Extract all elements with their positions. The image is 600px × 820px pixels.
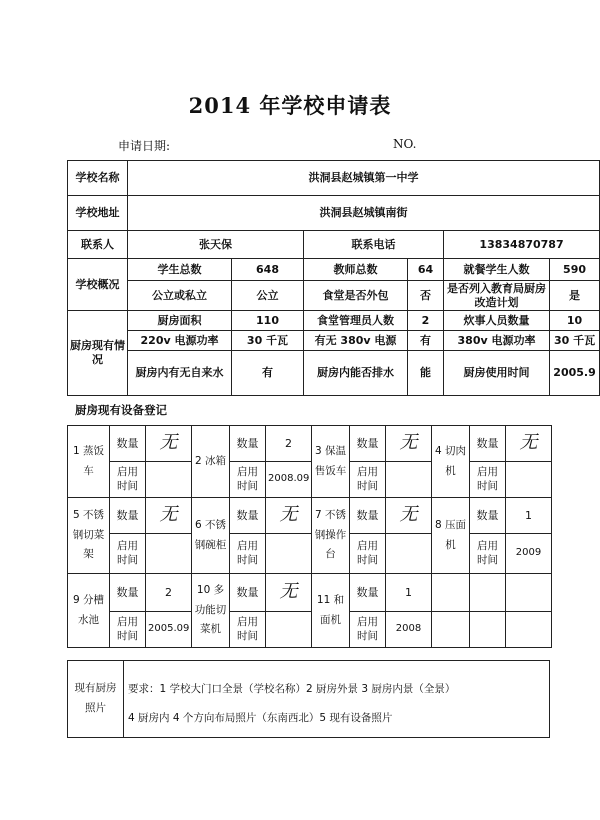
managers-label: 食堂管理员人数	[304, 311, 408, 331]
quantity-label: 数量	[350, 498, 386, 534]
equipment-name: 10 多功能切菜机	[192, 574, 230, 648]
quantity-value: 无	[146, 426, 192, 462]
school-info-table	[67, 160, 600, 396]
renovation-plan-value: 是	[550, 281, 600, 311]
photos-label: 现有厨房照片	[68, 661, 124, 738]
school-address-label: 学校地址	[68, 196, 128, 231]
start-time-label: 启用时间	[110, 462, 146, 498]
water-value: 有	[232, 351, 304, 396]
quantity-value: 2	[146, 574, 192, 612]
school-name-value: 洪洞县赵城镇第一中学	[128, 161, 600, 196]
has380-value: 有	[408, 331, 444, 351]
start-time-value	[266, 612, 312, 648]
photos-requirements	[124, 661, 550, 738]
quantity-value: 无	[386, 498, 432, 534]
students-value: 648	[232, 259, 304, 281]
application-date-label: 申请日期:	[118, 139, 171, 153]
start-time-value	[386, 534, 432, 574]
quantity-value: 2	[266, 426, 312, 462]
power220-value: 30 千瓦	[232, 331, 304, 351]
kitchen-status-label: 厨房现有情况	[68, 311, 128, 396]
students-label: 学生总数	[128, 259, 232, 281]
quantity-label: 数量	[230, 498, 266, 534]
kitchen-area-label: 厨房面积	[128, 311, 232, 331]
quantity-label: 数量	[230, 574, 266, 612]
kitchen-area-value: 110	[232, 311, 304, 331]
equipment-name: 1 蒸饭车	[68, 426, 110, 498]
ownership-value: 公立	[232, 281, 304, 311]
overview-label: 学校概况	[68, 259, 128, 311]
start-time-value: 2009	[506, 534, 552, 574]
start-time-value	[146, 534, 192, 574]
empty-cell	[506, 574, 552, 612]
quantity-value: 无	[266, 574, 312, 612]
power220-label: 220v 电源功率	[128, 331, 232, 351]
start-time-value: 2008	[386, 612, 432, 648]
drain-value: 能	[408, 351, 444, 396]
drain-label: 厨房内能否排水	[304, 351, 408, 396]
start-time-label: 启用时间	[230, 612, 266, 648]
form-number-label: NO.	[393, 137, 417, 151]
teachers-value: 64	[408, 259, 444, 281]
start-time-value	[266, 534, 312, 574]
diners-value: 590	[550, 259, 600, 281]
school-name-label: 学校名称	[68, 161, 128, 196]
start-time-value	[386, 462, 432, 498]
quantity-label: 数量	[110, 574, 146, 612]
empty-cell	[506, 612, 552, 648]
start-time-label: 启用时间	[350, 612, 386, 648]
start-time-label: 启用时间	[470, 462, 506, 498]
start-time-value: 2005.09	[146, 612, 192, 648]
start-time-value: 2008.09	[266, 462, 312, 498]
quantity-label: 数量	[230, 426, 266, 462]
photo-requirement-line-2: 4 厨房内 4 个方向布局照片（东南西北）5 现有设备照片	[128, 712, 393, 724]
since-label: 厨房使用时间	[444, 351, 550, 396]
equipment-name: 9 分槽水池	[68, 574, 110, 648]
contact-label: 联系人	[68, 231, 128, 259]
phone-label: 联系电话	[304, 231, 444, 259]
start-time-label: 启用时间	[350, 462, 386, 498]
form-title: 2014 年学校申请表	[188, 93, 392, 118]
quantity-value: 无	[386, 426, 432, 462]
empty-cell	[470, 612, 506, 648]
equipment-name: 8 压面机	[432, 498, 470, 574]
equipment-name: 3 保温售饭车	[312, 426, 350, 498]
outsourced-value: 否	[408, 281, 444, 311]
empty-cell	[432, 574, 470, 612]
quantity-value: 无	[146, 498, 192, 534]
power380-label: 380v 电源功率	[444, 331, 550, 351]
cooks-value: 10	[550, 311, 600, 331]
quantity-value: 无	[266, 498, 312, 534]
equipment-name: 6 不锈钢碗柜	[192, 498, 230, 574]
start-time-label: 启用时间	[230, 534, 266, 574]
photos-table	[67, 660, 550, 738]
equipment-name: 5 不锈钢切菜架	[68, 498, 110, 574]
equipment-table	[67, 425, 552, 648]
quantity-value: 无	[506, 426, 552, 462]
renovation-plan-label: 是否列入教育局厨房改造计划	[444, 281, 550, 311]
empty-cell	[470, 574, 506, 612]
outsourced-label: 食堂是否外包	[304, 281, 408, 311]
start-time-value	[506, 462, 552, 498]
contact-value: 张天保	[128, 231, 304, 259]
quantity-value: 1	[506, 498, 552, 534]
start-time-label: 启用时间	[110, 534, 146, 574]
school-address-value: 洪洞县赵城镇南街	[128, 196, 600, 231]
quantity-value: 1	[386, 574, 432, 612]
power380-value: 30 千瓦	[550, 331, 600, 351]
water-label: 厨房内有无自来水	[128, 351, 232, 396]
quantity-label: 数量	[470, 498, 506, 534]
start-time-label: 启用时间	[350, 534, 386, 574]
equipment-name: 11 和面机	[312, 574, 350, 648]
cooks-label: 炊事人员数量	[444, 311, 550, 331]
ownership-label: 公立或私立	[128, 281, 232, 311]
phone-value: 13834870787	[444, 231, 600, 259]
equipment-name: 2 冰箱	[192, 426, 230, 498]
diners-label: 就餐学生人数	[444, 259, 550, 281]
equipment-section-title: 厨房现有设备登记	[75, 403, 167, 417]
start-time-label: 启用时间	[230, 462, 266, 498]
quantity-label: 数量	[350, 426, 386, 462]
start-time-value	[146, 462, 192, 498]
quantity-label: 数量	[110, 498, 146, 534]
equipment-name: 4 切肉机	[432, 426, 470, 498]
quantity-label: 数量	[110, 426, 146, 462]
photo-requirement-line-1: 要求：1 学校大门口全景（学校名称）2 厨房外景 3 厨房内景（全景）	[128, 683, 456, 695]
start-time-label: 启用时间	[470, 534, 506, 574]
teachers-label: 教师总数	[304, 259, 408, 281]
equipment-name: 7 不锈钢操作台	[312, 498, 350, 574]
quantity-label: 数量	[470, 426, 506, 462]
managers-value: 2	[408, 311, 444, 331]
empty-cell	[432, 612, 470, 648]
quantity-label: 数量	[350, 574, 386, 612]
has380-label: 有无 380v 电源	[304, 331, 408, 351]
since-value: 2005.9	[550, 351, 600, 396]
start-time-label: 启用时间	[110, 612, 146, 648]
